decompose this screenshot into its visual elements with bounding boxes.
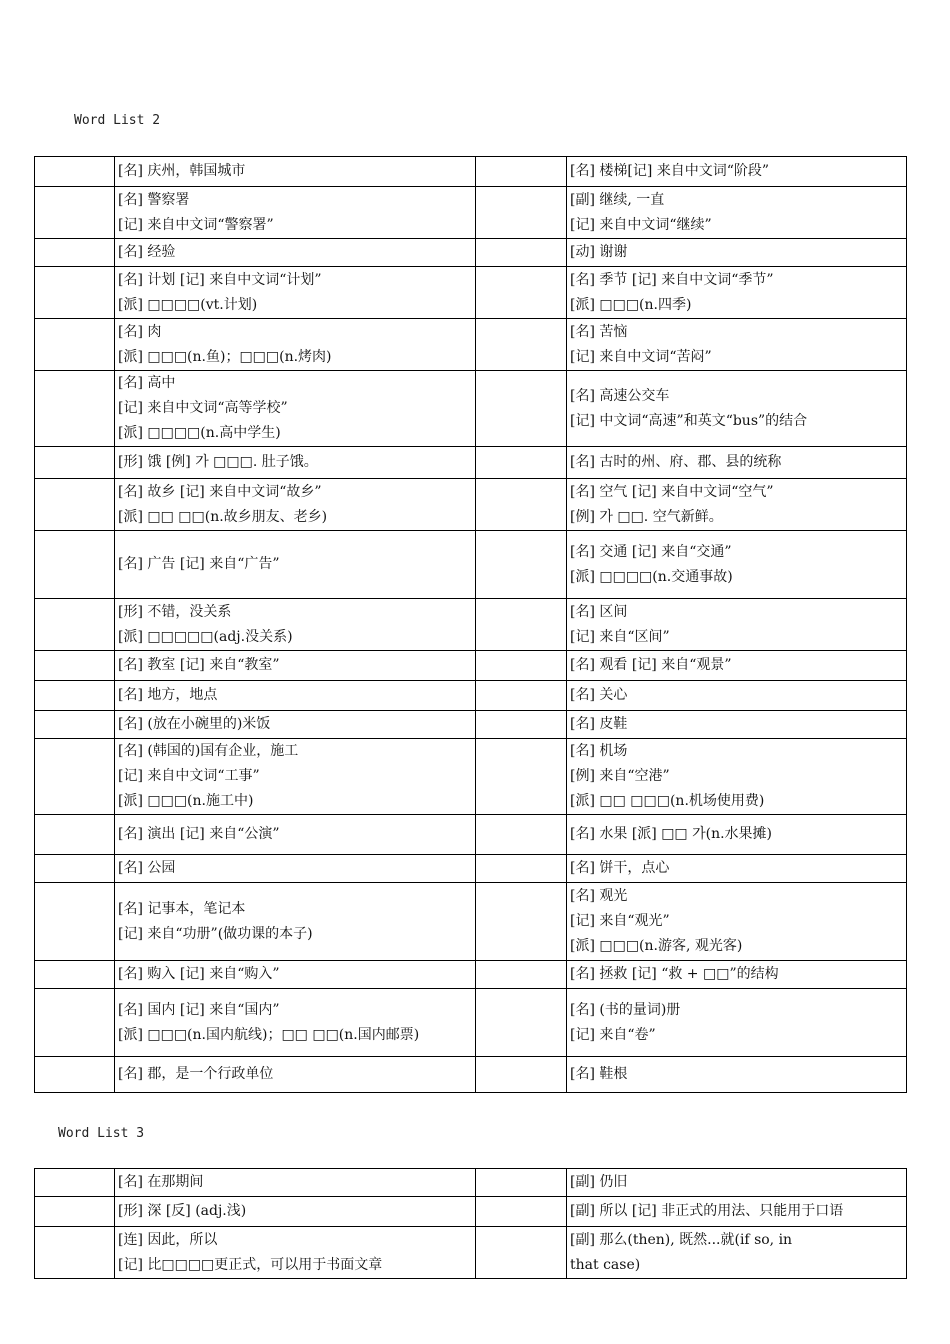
- word-list-3-body: [35, 1169, 907, 1279]
- word-cell-right: [476, 267, 567, 319]
- table-row: [35, 479, 907, 531]
- definition-line: [派] □□□(n.国内航线)；□□ □□(n.国内邮票): [118, 1026, 420, 1043]
- word-cell-right: [476, 371, 567, 447]
- word-cell-left: [35, 815, 115, 855]
- word-cell-left: [35, 187, 115, 239]
- definition-cell-right: [567, 157, 907, 187]
- word-cell-right: [476, 883, 567, 961]
- definition-line: [名] 警察署: [118, 191, 190, 208]
- definition-line: that case): [570, 1256, 641, 1273]
- definition-line: [记] 来自“功册”(做功课的本子): [118, 925, 313, 942]
- word-cell-right: [476, 157, 567, 187]
- definition-line: [名] 观光: [570, 888, 628, 904]
- table-row: [35, 267, 907, 319]
- definition-cell-right: [567, 1197, 907, 1227]
- word-cell-left: [35, 1057, 115, 1093]
- word-cell-left: [35, 961, 115, 989]
- definition-cell-left: [115, 961, 476, 989]
- word-cell-right: [476, 447, 567, 479]
- definition-line: [名] 楼梯[记] 来自中文词“阶段”: [570, 163, 770, 179]
- word-cell-right: [476, 855, 567, 883]
- definition-line: [派] □□□(n.四季): [570, 296, 692, 313]
- definition-cell-left: [115, 711, 476, 739]
- definition-line: [名] 拯救 [记] “救 + □□”的结构: [570, 966, 779, 982]
- table-row: [35, 883, 907, 961]
- definition-cell-right: [567, 1227, 907, 1279]
- definition-cell-right: [567, 267, 907, 319]
- table-row: [35, 815, 907, 855]
- table-row: [35, 711, 907, 739]
- definition-line: [名] 鞋根: [570, 1066, 628, 1082]
- definition-line: [名] (韩国的)国有企业，施工: [118, 743, 299, 759]
- table-row: [35, 319, 907, 371]
- definition-cell-right: [567, 239, 907, 267]
- definition-cell-left: [115, 855, 476, 883]
- definition-line: [派] □□□□(n.交通事故): [570, 568, 733, 585]
- table-row: [35, 239, 907, 267]
- definition-cell-left: [115, 651, 476, 681]
- definition-line: [名] 教室 [记] 来自“教室”: [118, 657, 280, 673]
- definition-cell-right: [567, 651, 907, 681]
- word-cell-left: [35, 681, 115, 711]
- word-cell-right: [476, 187, 567, 239]
- definition-cell-left: [115, 599, 476, 651]
- word-cell-right: [476, 1227, 567, 1279]
- word-cell-left: [35, 267, 115, 319]
- definition-cell-right: [567, 711, 907, 739]
- definition-line: [记] 来自中文词“高等学校”: [118, 400, 288, 416]
- definition-cell-right: [567, 1169, 907, 1197]
- definition-cell-right: [567, 319, 907, 371]
- definition-cell-left: [115, 1057, 476, 1093]
- word-cell-left: [35, 447, 115, 479]
- definition-cell-right: [567, 681, 907, 711]
- word-cell-left: [35, 1197, 115, 1227]
- table-row: [35, 681, 907, 711]
- definition-line: [例] 가 □□. 空气新鲜。: [570, 508, 723, 525]
- word-cell-right: [476, 1169, 567, 1197]
- definition-line: [记] 中文词“高速”和英文“bus”的结合: [570, 412, 808, 429]
- definition-line: [例] 来自“空港”: [570, 768, 670, 784]
- definition-line: [名] 高速公交车: [570, 387, 670, 404]
- table-row: [35, 1197, 907, 1227]
- table-row: [35, 187, 907, 239]
- word-cell-left: [35, 651, 115, 681]
- word-cell-left: [35, 239, 115, 267]
- definition-line: [名] 计划 [记] 来自中文词“计划”: [118, 271, 322, 288]
- word-cell-left: [35, 479, 115, 531]
- definition-line: [副] 那么(then), 既然...就(if so, in: [570, 1231, 793, 1248]
- word-cell-left: [35, 319, 115, 371]
- definition-line: [派] □□□□□(adj.没关系): [118, 628, 293, 645]
- definition-line: [名] 饼干，点心: [570, 860, 670, 876]
- definition-cell-right: [567, 371, 907, 447]
- definition-line: [记] 来自“卷”: [570, 1026, 656, 1043]
- definition-cell-left: [115, 739, 476, 815]
- definition-line: [名] 肉: [118, 323, 162, 340]
- table-row: [35, 447, 907, 479]
- word-cell-right: [476, 1057, 567, 1093]
- word-cell-left: [35, 883, 115, 961]
- word-cell-left: [35, 531, 115, 599]
- definition-line: [名] 地方，地点: [118, 687, 218, 703]
- definition-line: [名] 购入 [记] 来自“购入”: [118, 966, 280, 982]
- definition-line: [名] 皮鞋: [570, 716, 628, 732]
- definition-line: [派] □□□□(vt.计划): [118, 296, 258, 313]
- definition-line: [名] 经验: [118, 244, 176, 260]
- definition-line: [派] □□□(n.游客, 观光客): [570, 938, 743, 954]
- word-cell-left: [35, 1169, 115, 1197]
- word-cell-left: [35, 371, 115, 447]
- word-cell-left: [35, 739, 115, 815]
- word-cell-right: [476, 531, 567, 599]
- word-cell-right: [476, 599, 567, 651]
- definition-cell-right: [567, 479, 907, 531]
- definition-line: [形] 深 [反] (adj.浅): [118, 1203, 247, 1219]
- definition-line: [名] 区间: [570, 603, 628, 620]
- definition-line: [名] 演出 [记] 来自“公演”: [118, 826, 280, 842]
- word-cell-right: [476, 479, 567, 531]
- definition-line: [名] 国内 [记] 来自“国内”: [118, 1001, 280, 1018]
- definition-cell-left: [115, 319, 476, 371]
- word-cell-right: [476, 239, 567, 267]
- definition-cell-left: [115, 989, 476, 1057]
- definition-cell-right: [567, 599, 907, 651]
- definition-line: [名] 在那期间: [118, 1174, 204, 1190]
- definition-line: [名] 观看 [记] 来自“观景”: [570, 657, 732, 673]
- definition-line: [连] 因此，所以: [118, 1231, 218, 1248]
- definition-line: [副] 仍旧: [570, 1174, 628, 1190]
- definition-line: [形] 饿 [例] 가 □□□. 肚子饿。: [118, 454, 318, 470]
- word-list-3-table: [34, 1168, 907, 1279]
- definition-line: [派] □□ □□□(n.机场使用费): [570, 793, 765, 809]
- table-row: [35, 651, 907, 681]
- definition-cell-left: [115, 681, 476, 711]
- table-row: [35, 1227, 907, 1279]
- definition-cell-left: [115, 1169, 476, 1197]
- definition-cell-right: [567, 989, 907, 1057]
- word-cell-right: [476, 1197, 567, 1227]
- definition-line: [名] (书的量词)册: [570, 1001, 681, 1018]
- table-row: [35, 739, 907, 815]
- word-cell-right: [476, 681, 567, 711]
- word-cell-left: [35, 989, 115, 1057]
- definition-line: [记] 来自中文词“苦闷”: [570, 348, 712, 365]
- definition-line: [名] 记事本，笔记本: [118, 900, 246, 917]
- definition-cell-left: [115, 447, 476, 479]
- definition-line: [名] 高中: [118, 375, 176, 391]
- word-cell-left: [35, 599, 115, 651]
- definition-cell-left: [115, 371, 476, 447]
- definition-line: [记] 来自“区间”: [570, 628, 670, 645]
- definition-cell-right: [567, 961, 907, 989]
- definition-line: [记] 来自中文词“工事”: [118, 768, 260, 784]
- table-row: [35, 599, 907, 651]
- word-list-2-body: [35, 157, 907, 1093]
- definition-cell-right: [567, 883, 907, 961]
- definition-cell-left: [115, 479, 476, 531]
- definition-line: [名] 交通 [记] 来自“交通”: [570, 543, 732, 560]
- table-row: [35, 371, 907, 447]
- definition-line: [记] 来自“观光”: [570, 913, 670, 929]
- word-cell-right: [476, 651, 567, 681]
- definition-line: [记] 比□□□□更正式，可以用于书面文章: [118, 1256, 383, 1273]
- definition-cell-right: [567, 1057, 907, 1093]
- definition-cell-left: [115, 267, 476, 319]
- definition-line: [派] □□ □□(n.故乡朋友、老乡): [118, 508, 328, 525]
- word-cell-left: [35, 855, 115, 883]
- definition-line: [名] 公园: [118, 860, 176, 876]
- word-cell-right: [476, 989, 567, 1057]
- table-row: [35, 531, 907, 599]
- definition-line: [记] 来自中文词“警察署”: [118, 216, 274, 233]
- table-row: [35, 989, 907, 1057]
- word-cell-left: [35, 1227, 115, 1279]
- table-row: [35, 157, 907, 187]
- definition-cell-left: [115, 531, 476, 599]
- definition-cell-left: [115, 157, 476, 187]
- definition-line: [名] 苦恼: [570, 323, 628, 340]
- definition-line: [名] 关心: [570, 687, 628, 703]
- definition-line: [名] 郡，是一个行政单位: [118, 1066, 274, 1082]
- definition-line: [名] 水果 [派] □□ 가(n.水果摊): [570, 826, 773, 842]
- word-cell-right: [476, 961, 567, 989]
- word-list-2-table: [34, 156, 907, 1093]
- definition-line: [派] □□□□(n.高中学生): [118, 425, 281, 441]
- word-cell-right: [476, 711, 567, 739]
- table-row: [35, 1169, 907, 1197]
- definition-line: [名] (放在小碗里的)米饭: [118, 716, 271, 732]
- definition-line: [名] 空气 [记] 来自中文词“空气”: [570, 483, 774, 500]
- definition-line: [名] 季节 [记] 来自中文词“季节”: [570, 271, 774, 288]
- definition-line: [名] 机场: [570, 743, 628, 759]
- word-cell-left: [35, 711, 115, 739]
- table-row: [35, 855, 907, 883]
- definition-cell-right: [567, 187, 907, 239]
- definition-cell-right: [567, 739, 907, 815]
- definition-line: [副] 所以 [记] 非正式的用法、只能用于口语: [570, 1203, 844, 1219]
- definition-line: [形] 不错，没关系: [118, 603, 232, 620]
- definition-cell-left: [115, 883, 476, 961]
- definition-cell-right: [567, 815, 907, 855]
- definition-cell-left: [115, 1197, 476, 1227]
- table-row: [35, 961, 907, 989]
- definition-line: [名] 故乡 [记] 来自中文词“故乡”: [118, 483, 322, 500]
- definition-cell-right: [567, 855, 907, 883]
- definition-line: [副] 继续, 一直: [570, 191, 665, 208]
- definition-cell-left: [115, 239, 476, 267]
- word-cell-left: [35, 157, 115, 187]
- definition-line: [派] □□□(n.施工中): [118, 793, 254, 809]
- section-title-word-list-3: Word List 3: [58, 1126, 145, 1141]
- definition-cell-right: [567, 447, 907, 479]
- definition-line: [名] 广告 [记] 来自“广告”: [118, 556, 280, 572]
- definition-line: [记] 来自中文词“继续”: [570, 216, 712, 233]
- definition-line: [名] 庆州，韩国城市: [118, 163, 246, 179]
- section-title-word-list-2: Word List 2: [74, 113, 161, 128]
- definition-line: [动] 谢谢: [570, 244, 628, 260]
- table-row: [35, 1057, 907, 1093]
- word-cell-right: [476, 739, 567, 815]
- definition-line: [名] 古时的州、府、郡、县的统称: [570, 454, 782, 470]
- word-cell-right: [476, 815, 567, 855]
- definition-line: [派] □□□(n.鱼)；□□□(n.烤肉): [118, 348, 332, 365]
- definition-cell-left: [115, 815, 476, 855]
- word-cell-right: [476, 319, 567, 371]
- definition-cell-left: [115, 187, 476, 239]
- definition-cell-right: [567, 531, 907, 599]
- definition-cell-left: [115, 1227, 476, 1279]
